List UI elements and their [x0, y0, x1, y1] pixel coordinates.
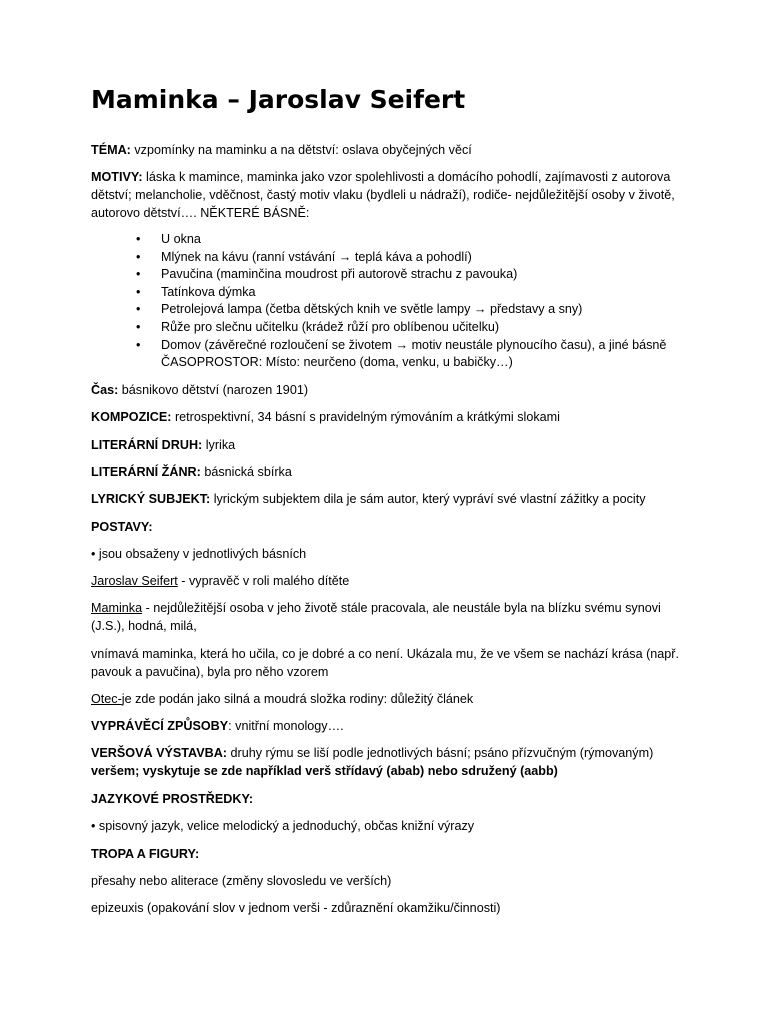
- tropa-line-2: epizeuxis (opakování slov v jednom verši - zdůraznění okamžiku/činnosti): [91, 901, 501, 915]
- list-item: • Růže pro slečnu učitelku (krádež růží pro oblíbenou učitelku): [91, 319, 691, 337]
- tropa-line-1: přesahy nebo aliterace (změny slovosledu ve verších): [91, 874, 392, 888]
- postavy-heading: [91, 518, 691, 536]
- seifert-text: - vypravěč v roli malého dítěte: [177, 574, 350, 588]
- kompozice-text: retrospektivní, 34 básní s pravidelným rýmováním a krátkými slokami: [171, 410, 560, 424]
- druh-text: lyrika: [202, 438, 236, 452]
- verse-bold-tail: veršem; vyskytuje se zde například verš střídavý (abab) nebo sdružený (aabb): [91, 764, 558, 778]
- seifert-paragraph: [91, 572, 691, 590]
- list-item: • Tatínkova dýmka: [91, 284, 691, 302]
- list-item: • Petrolejová lampa (četba dětských knih ve světle lampy → představy a sny): [91, 301, 691, 319]
- jazyk-bullet: • spisovný jazyk, velice melodický a jednoduchý, občas knižní výrazy: [91, 819, 475, 833]
- jazyk-heading: [91, 790, 691, 808]
- postavy-label: POSTAVY:: [91, 520, 153, 534]
- motivy-label: MOTIVY:: [91, 170, 143, 184]
- cas-text: básnikovo dětství (narozen 1901): [118, 383, 309, 397]
- basne-list: [91, 231, 691, 372]
- tema-paragraph: [91, 141, 691, 159]
- postavy-bullet: • jsou obsaženy v jednotlivých básních: [91, 547, 307, 561]
- tropa-heading: [91, 845, 691, 863]
- kompozice-label: KOMPOZICE:: [91, 410, 172, 424]
- jazyk-label: JAZYKOVÉ PROSTŘEDKY:: [91, 792, 254, 806]
- subjekt-paragraph: [91, 490, 691, 508]
- maminka-paragraph: [91, 599, 691, 635]
- maminka-name: Maminka: [91, 601, 143, 615]
- motivy-paragraph: [91, 168, 691, 222]
- vypravec-label: VYPRÁVĚCÍ ZPŮSOBY: [91, 719, 229, 733]
- list-item: • Mlýnek na kávu (ranní vstávání → teplá káva a pohodlí): [91, 249, 691, 267]
- verse-paragraph: [91, 744, 691, 780]
- zanr-paragraph: [91, 463, 691, 481]
- zanr-text: básnická sbírka: [200, 465, 292, 479]
- list-item: • U okna: [91, 231, 691, 249]
- tropa-label: TROPA A FIGURY:: [91, 847, 200, 861]
- otec-text: je zde podán jako silná a moudrá složka rodiny: důležitý článek: [121, 692, 474, 706]
- verse-text: druhy rýmu se liší podle jednotlivých básní; psáno přízvučným (rýmovaným): [227, 746, 654, 760]
- cas-label: Čas:: [91, 383, 119, 397]
- verse-label: VERŠOVÁ VÝSTAVBA:: [91, 746, 227, 760]
- motivy-text: láska k mamince, maminka jako vzor spolehlivosti a domácího pohodlí, zajímavosti z autorova dětství; melancholie, vděčnost, častý motiv vlaku (bydleli u nádraží), rodiče- nejdůležitější osoby v životě, autorovo dětství…. NĚKTERÉ BÁSNĚ:: [91, 170, 675, 220]
- seifert-name: Jaroslav Seifert: [91, 574, 178, 588]
- otec-paragraph: [91, 690, 691, 708]
- list-item: • Pavučina (maminčina moudrost při autorově strachu z pavouka): [91, 266, 691, 284]
- subjekt-label: LYRICKÝ SUBJEKT:: [91, 492, 211, 506]
- vnimava-paragraph: vnímavá maminka, která ho učila, co je dobré a co není. Ukázala mu, že ve všem se nachází krása (např. pavouk a pavučina), byla pro něho vzorem: [91, 647, 679, 679]
- druh-paragraph: [91, 436, 691, 454]
- vypravec-paragraph: [91, 717, 691, 735]
- kompozice-paragraph: [91, 408, 691, 426]
- maminka-text: - nejdůležitější osoba v jeho životě stále pracovala, ale neustále byla na blízku svému synovi (J.S.), hodná, milá,: [91, 601, 661, 633]
- zanr-label: LITERÁRNÍ ŽÁNR:: [91, 465, 201, 479]
- otec-name: Otec-: [91, 692, 122, 706]
- vypravec-text: : vnitřní monology….: [228, 719, 344, 733]
- tema-text: vzpomínky na maminku a na dětství: oslava obyčejných věcí: [130, 143, 472, 157]
- list-item: • Domov (závěrečné rozloučení se životem → motiv neustále plynoucího času), a jiné básně ČASOPROSTOR: Místo: neurčeno (doma, venku, u babičky…): [91, 337, 691, 372]
- cas-paragraph: [91, 381, 691, 399]
- document-title: Maminka – Jaroslav Seifert: [91, 85, 466, 114]
- druh-label: LITERÁRNÍ DRUH:: [91, 438, 203, 452]
- subjekt-text: lyrickým subjektem dila je sám autor, který vypráví své vlastní zážitky a pocity: [210, 492, 646, 506]
- tema-label: TÉMA:: [91, 143, 131, 157]
